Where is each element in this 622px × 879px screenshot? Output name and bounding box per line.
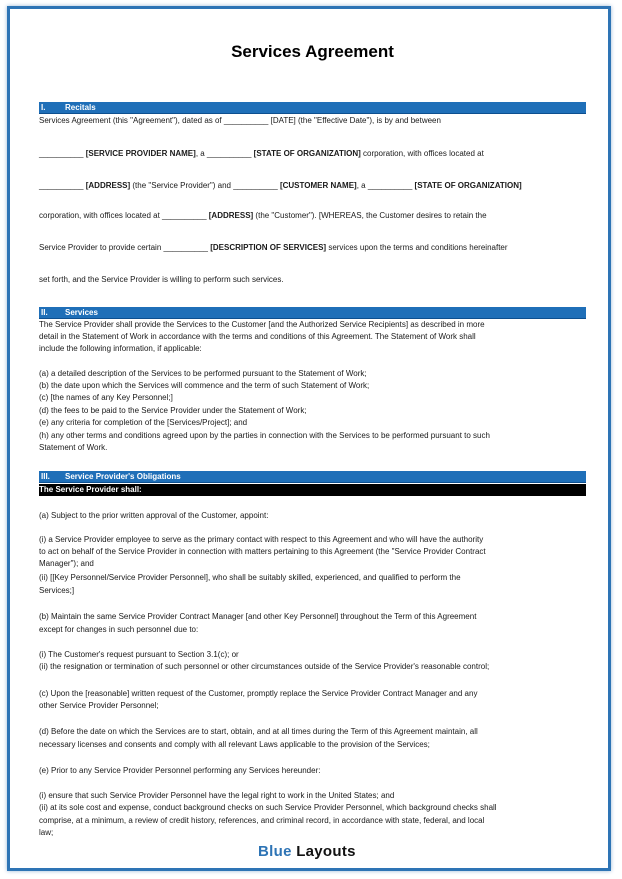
- services-item-a: (a) a detailed description of the Services to be performed pursuant to the Statement of Work;: [39, 369, 367, 378]
- obligation-e: (e) Prior to any Service Provider Personnel performing any Services hereunder:: [39, 766, 321, 775]
- recitals-line-6: set forth, and the Service Provider is willing to perform such services.: [39, 275, 284, 284]
- section-title: Recitals: [65, 103, 96, 112]
- services-intro-1: The Service Provider shall provide the Services to the Customer [and the Authorized Service Recipients] as described in more: [39, 320, 485, 329]
- services-item-b: (b) the date upon which the Services will commence and the term of such Statement of Work;: [39, 381, 370, 390]
- section-header-obligations: [39, 471, 586, 483]
- services-item-h-1: (h) any other terms and conditions agreed upon by the parties in connection with the Services to be performed pursuant to such: [39, 431, 490, 440]
- services-intro-2: detail in the Statement of Work in accordance with the terms and conditions of this Agreement. The Statement of Work shall: [39, 332, 476, 341]
- section-header-services: [39, 307, 586, 319]
- section-title: Service Provider's Obligations: [65, 472, 181, 481]
- brand-logo: [258, 843, 356, 860]
- obligation-a-ii-1: (ii) [[Key Personnel/Service Provider Personnel], who shall be suitably skilled, experienced, and qualified to perform the: [39, 573, 461, 582]
- page-title: Services Agreement: [231, 42, 394, 61]
- section-number: II.: [41, 308, 48, 317]
- services-item-h-2: Statement of Work.: [39, 443, 108, 452]
- recitals-line-3: __________ [ADDRESS] (the "Service Provider") and __________ [CUSTOMER NAME], a __________ [STATE OF ORGANIZATION]: [39, 181, 522, 190]
- obligation-a-i-1: (i) a Service Provider employee to serve as the primary contact with respect to this Agreement and who will have the authority: [39, 535, 484, 544]
- obligation-e-ii-1: (ii) at its sole cost and expense, conduct background checks on such Service Provider Personnel, which background checks shall: [39, 803, 497, 812]
- obligation-d-2: necessary licenses and consents and comply with all relevant Laws applicable to the provision of the Services;: [39, 740, 430, 749]
- obligation-b-ii: (ii) the resignation or termination of such personnel or other circumstances outside of the Service Provider's reasonable control;: [39, 662, 490, 671]
- subheading-text: The Service Provider shall:: [39, 485, 142, 494]
- obligation-b-2: except for changes in such personnel due to:: [39, 625, 199, 634]
- obligation-b-i: (i) The Customer's request pursuant to Section 3.1(c); or: [39, 650, 239, 659]
- obligation-c-2: other Service Provider Personnel;: [39, 701, 159, 710]
- obligation-a-i-2: to act on behalf of the Service Provider in connection with matters pertaining to this Agreement (the "Service Provider Contract: [39, 547, 486, 556]
- obligation-e-ii-3: law;: [39, 828, 54, 837]
- obligation-a: (a) Subject to the prior written approval of the Customer, appoint:: [39, 511, 269, 520]
- section-header-recitals: [39, 102, 586, 114]
- recitals-line-4: corporation, with offices located at __________ [ADDRESS] (the "Customer"). [WHEREAS, the Customer desires to retain the: [39, 211, 487, 220]
- section-number: III.: [41, 472, 50, 481]
- obligation-d-1: (d) Before the date on which the Services are to start, obtain, and at all times during the Term of this Agreement maintain, all: [39, 727, 478, 736]
- services-item-e: (e) any criteria for completion of the [Services/Project]; and: [39, 418, 248, 427]
- recitals-line-5: Service Provider to provide certain __________ [DESCRIPTION OF SERVICES] services upon the terms and conditions hereinafter: [39, 243, 508, 252]
- subheading-bar: [39, 484, 586, 496]
- recitals-line-2: __________ [SERVICE PROVIDER NAME], a __________ [STATE OF ORGANIZATION] corporation, with offices located at: [39, 149, 484, 158]
- services-item-d: (d) the fees to be paid to the Service Provider under the Statement of Work;: [39, 406, 307, 415]
- logo-word-blue: Blue: [258, 843, 292, 860]
- obligation-b-1: (b) Maintain the same Service Provider Contract Manager [and other Key Personnel] throughout the Term of this Agreement: [39, 612, 477, 621]
- recitals-line-1: Services Agreement (this "Agreement"), dated as of __________ [DATE] (the "Effective Date"), is by and between: [39, 116, 441, 125]
- obligation-e-ii-2: comprise, at a minimum, a review of credit history, references, and criminal record, in accordance with state, federal, and local: [39, 816, 485, 825]
- section-number: I.: [41, 103, 46, 112]
- logo-word-layouts: Layouts: [296, 843, 356, 860]
- obligation-a-i-3: Manager"); and: [39, 559, 94, 568]
- obligation-a-ii-2: Services;]: [39, 586, 75, 595]
- services-intro-3: include the following information, if applicable:: [39, 344, 202, 353]
- services-item-c: (c) [the names of any Key Personnel;]: [39, 393, 173, 402]
- obligation-e-i: (i) ensure that such Service Provider Personnel have the legal right to work in the United States; and: [39, 791, 395, 800]
- obligation-c-1: (c) Upon the [reasonable] written request of the Customer, promptly replace the Service Provider Contract Manager and any: [39, 689, 478, 698]
- section-title: Services: [65, 308, 98, 317]
